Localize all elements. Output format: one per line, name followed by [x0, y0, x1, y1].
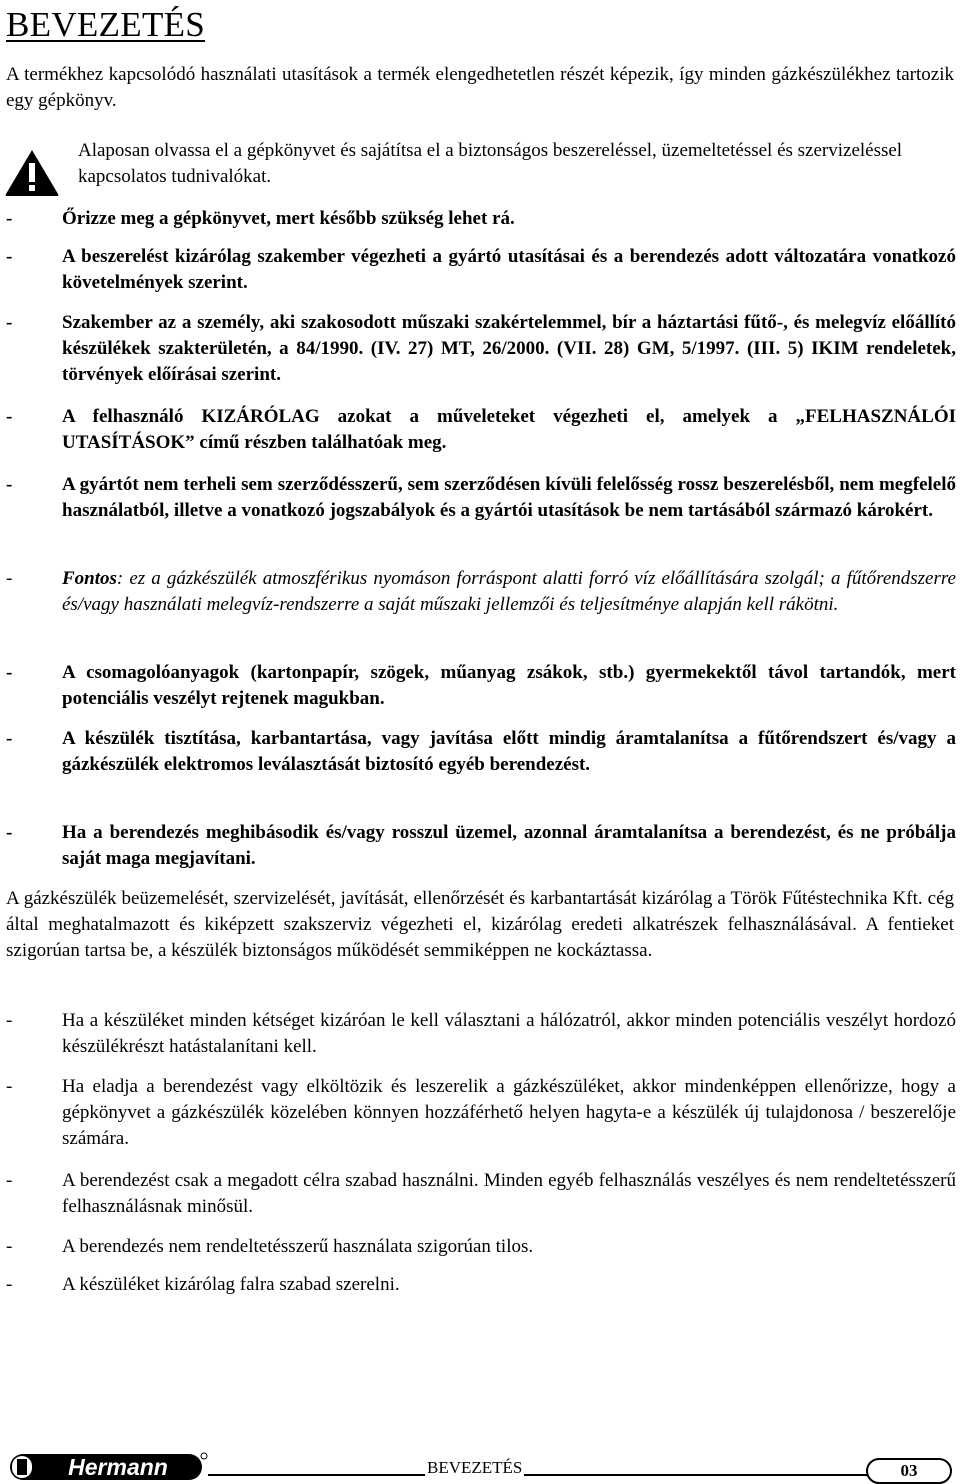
list-dash: -	[6, 1010, 13, 1031]
list-item-text: A készüléket kizárólag falra szabad szerelni.	[62, 1274, 400, 1295]
warning-text: Alaposan olvassa el a gépkönyvet és sajátítsa el a biztonságos beszereléssel, üzemeltetéssel és szervizeléssel kapcsolatos tudnivalókat.	[78, 140, 903, 187]
intro-paragraph: A termékhez kapcsolódó használati utasítások a termék elengedhetetlen részét képezik, így minden gázkészülékhez tartozik egy gépkönyv.	[6, 64, 954, 111]
list-item-text: A felhasználó KIZÁRÓLAG azokat a műveleteket végezheti el, amelyek a „FELHASZNÁLÓI UTASÍTÁSOK” című részben találhatóak meg.	[62, 406, 956, 453]
service-paragraph: A gázkészülék beüzemelését, szervizelését, javítását, ellenőrzését és karbantartását kizárólag a Török Fűtéstechnika Kft. cég által meghatalmazott és kiképzett szakszerviz végezheti el, kizárólag eredeti alkatrészek felhasználásával. A fentieket szigorúan tartsa be, a készülék biztonságos működését semmiképpen ne kockáztassa.	[6, 888, 954, 961]
list-dash: -	[6, 662, 13, 683]
hermann-logo	[8, 1450, 208, 1482]
list-item-text: Ha a berendezés meghibásodik és/vagy rosszul üzemel, azonnal áramtalanítsa a berendezést, és ne próbálja saját maga megjavítani.	[62, 822, 956, 869]
list-dash: -	[6, 406, 13, 427]
list-item-text: A berendezést csak a megadott célra szabad használni. Minden egyéb felhasználás veszélyes és nem rendeltetésszerű felhasználásnak minősül.	[62, 1170, 956, 1217]
logo-text: Hermann	[68, 1454, 168, 1480]
page-number: 03	[866, 1458, 952, 1484]
list-dash: -	[6, 1170, 13, 1191]
list-item-text: A gyártót nem terheli sem szerződésszerű, sem szerződésen kívüli felelősség rossz beszerelésből, nem megfelelő használatból, illetve a vonatkozó jogszabályok és a gyártói utasítások be nem tartásából származó károkért.	[62, 474, 956, 521]
list-item-text: Ha eladja a berendezést vagy elköltözik és leszerelik a gázkészüléket, akkor mindenképpen ellenőrizze, hogy a gépkönyvet a gázkészülék közelében könnyen hozzáférhető helyen hagyta-e a készülék új tulajdonosa / beszerelője számára.	[62, 1076, 956, 1149]
list-dash: -	[6, 1274, 13, 1295]
list-item-text: A berendezés nem rendeltetésszerű használata szigorúan tilos.	[62, 1236, 534, 1257]
page-footer	[0, 1440, 960, 1484]
page-title: BEVEZETÉS	[6, 5, 206, 44]
list-dash: -	[6, 728, 13, 749]
list-item-text: Őrizze meg a gépkönyvet, mert később szükség lehet rá.	[62, 208, 515, 229]
important-label: Fontos	[62, 568, 117, 589]
list-item-text: Szakember az a személy, aki szakosodott műszaki szakértelemmel, bír a háztartási fűtő-, és melegvíz előállító készülékek szakterületén, a 84/1990. (IV. 27) MT, 26/2000. (VII. 28) GM, 5/1997. (III. 5) IKIM rendeletek, törvények előírásai szerint.	[62, 312, 956, 385]
list-dash: -	[6, 208, 13, 229]
footer-section-title: BEVEZETÉS	[427, 1458, 523, 1477]
list-dash: -	[6, 822, 13, 843]
important-text	[62, 566, 956, 618]
list-dash: -	[6, 1236, 13, 1257]
list-item-text: A csomagolóanyagok (kartonpapír, szögek, műanyag zsákok, stb.) gyermekektől távol tartandók, mert potenciális veszélyt rejtenek magukban.	[62, 662, 956, 709]
footer-rule	[208, 1474, 868, 1476]
list-item-text: A beszerelést kizárólag szakember végezheti a gyártó utasításai és a berendezés adott változatára vonatkozó követelmények szerint.	[62, 246, 956, 293]
list-dash: -	[6, 246, 13, 267]
list-dash: -	[6, 568, 13, 589]
list-item-text: A készülék tisztítása, karbantartása, vagy javítása előtt mindig áramtalanítsa a fűtőrendszert és/vagy a gázkészülék elektromos leválasztását biztosító egyéb berendezést.	[62, 728, 956, 775]
list-dash: -	[6, 1076, 13, 1097]
important-body: : ez a gázkészülék atmoszférikus nyomáson forráspont alatti forró víz előállítására szolgál; a fűtőrendszerre és/vagy használati melegvíz-rendszerre a saját műszaki jellemzői és teljesítménye alapján kell rákötni.	[62, 568, 956, 615]
list-item-text: Ha a készüléket minden kétséget kizáróan le kell választani a hálózatról, akkor minden potenciális veszélyt hordozó készülékrészt hatástalanítani kell.	[62, 1010, 956, 1057]
warning-triangle-icon	[4, 148, 60, 198]
list-dash: -	[6, 474, 13, 495]
list-dash: -	[6, 312, 13, 333]
